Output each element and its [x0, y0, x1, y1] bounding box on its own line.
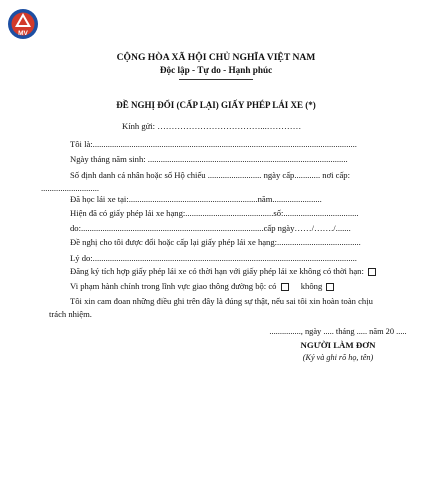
- id-issue-place-continuation: ...........................: [41, 183, 100, 193]
- motto-header: Độc lập - Tự do - Hạnh phúc: [159, 65, 273, 75]
- signature-date: ..............., ngày ..... tháng ..... năm 20 .....: [269, 327, 407, 336]
- violation-label: Vi phạm hành chính trong lĩnh vực giao thông đường bộ: có: [70, 281, 277, 291]
- form-title: ĐỀ NGHỊ ĐỔI (CẤP LẠI) GIẤY PHÉP LÁI XE (*): [116, 100, 316, 110]
- signature-note: (Ký và ghi rõ họ, tên): [302, 353, 374, 362]
- violation-no-checkbox[interactable]: [326, 283, 334, 291]
- id-number-field-line: Số định danh cá nhân hoặc số Hộ chiếu ......................... ngày cấp............ nơi cấp:: [70, 170, 350, 180]
- violation-yes-checkbox[interactable]: [281, 283, 289, 291]
- name-field-line: Tôi là:...........................................................................................................................: [70, 139, 357, 149]
- violation-line: [70, 281, 334, 291]
- integration-checkbox[interactable]: [368, 268, 376, 276]
- pledge-line: Tôi xin cam đoan những điều ghi trên đây là đúng sự thật, nếu sai tôi xin hoàn toàn chịu: [70, 296, 373, 306]
- header-divider: [179, 79, 253, 80]
- driving-school-field-line: Đã học lái xe tại:............................................................năm.......................: [70, 194, 322, 204]
- integration-register-label: Đăng ký tích hợp giấy phép lái xe có thời hạn với giấy phép lái xe không có thời hạn:: [70, 266, 364, 276]
- nation-header: CỘNG HÒA XÃ HỘI CHỦ NGHĨA VIỆT NAM: [116, 52, 316, 63]
- company-logo-icon: [7, 8, 39, 40]
- signer-title: NGƯỜI LÀM ĐƠN: [300, 340, 376, 350]
- addressee-line: Kính gửi: ………………………………...…………: [122, 121, 302, 131]
- integration-register-line: [70, 266, 376, 276]
- logo-text: MV: [18, 30, 28, 37]
- violation-no-label: không: [300, 281, 323, 291]
- pledge-continuation: trách nhiệm.: [49, 309, 92, 319]
- dob-field-line: Ngày tháng năm sinh: .............................................................................................: [70, 154, 348, 164]
- requested-class-field-line: Đề nghị cho tôi được đổi hoặc cấp lại giấy phép lái xe hạng:.......................................: [70, 237, 361, 247]
- issuer-field-line: do:.....................................................................................cấp ngày……/……./.......: [70, 223, 351, 233]
- current-license-field-line: Hiện đã có giấy phép lái xe hạng:.........................................số:...................................: [70, 208, 359, 218]
- reason-field-line: Lý do:...........................................................................................................................: [70, 253, 357, 263]
